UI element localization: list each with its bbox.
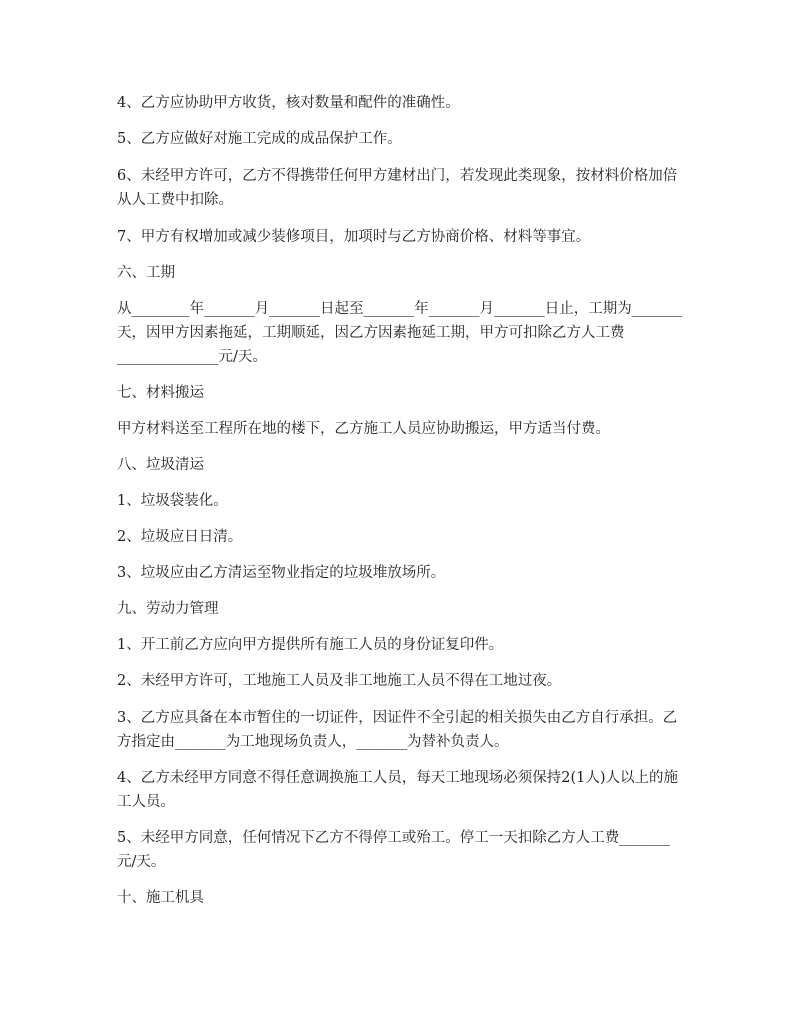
section-heading-labor: 九、劳动力管理 bbox=[117, 601, 219, 617]
labor-item-2: 2、未经甲方许可，工地施工人员及非工地施工人员不得在工地过夜。 bbox=[117, 673, 562, 689]
section-heading-transport: 七、材料搬运 bbox=[117, 385, 204, 401]
clause-5-protection: 5、乙方应做好对施工完成的成品保护工作。 bbox=[117, 131, 402, 147]
labor-item-1: 1、开工前乙方应向甲方提供所有施工人员的身份证复印件。 bbox=[117, 637, 504, 653]
transport-text: 甲方材料送至工程所在地的楼下，乙方施工人员应协助搬运，甲方适当付费。 bbox=[117, 421, 610, 437]
section-heading-schedule: 六、工期 bbox=[117, 265, 175, 281]
garbage-item-3: 3、垃圾应由乙方清运至物业指定的垃圾堆放场所。 bbox=[117, 565, 446, 581]
labor-item-5: 5、未经甲方同意，任何情况下乙方不得停工或殆工。停工一天扣除乙方人工费_______元/天。 bbox=[117, 830, 670, 870]
clause-7-changes: 7、甲方有权增加或减少装修项目，加项时与乙方协商价格、材料等事宜。 bbox=[117, 229, 591, 245]
garbage-item-2: 2、垃圾应日日清。 bbox=[117, 529, 243, 545]
garbage-item-1: 1、垃圾袋装化。 bbox=[117, 493, 228, 509]
clause-4-receiving: 4、乙方应协助甲方收货，核对数量和配件的准确性。 bbox=[117, 95, 460, 111]
labor-item-3: 3、乙方应具备在本市暂住的一切证件，因证件不全引起的相关损失由乙方自行承担。乙方指定由_______为工地现场负责人，_______为替补负责人。 bbox=[117, 710, 678, 750]
schedule-text: 从________年_______月_______日起至_______年_______月_______日止，工期为_______天，因甲方因素拖延，工期顺延，因乙方因素拖延工期，甲方可扣除乙方人工费______________元/天。 bbox=[117, 301, 683, 365]
labor-item-4: 4、乙方未经甲方同意不得任意调换施工人员，每天工地现场必须保持2(1人)人以上的施工人员。 bbox=[117, 770, 678, 810]
section-heading-garbage: 八、垃圾清运 bbox=[117, 457, 204, 473]
section-heading-tools: 十、施工机具 bbox=[117, 890, 204, 906]
clause-6-materials: 6、未经甲方许可，乙方不得携带任何甲方建材出门，若发现此类现象，按材料价格加倍从人工费中扣除。 bbox=[117, 168, 678, 208]
